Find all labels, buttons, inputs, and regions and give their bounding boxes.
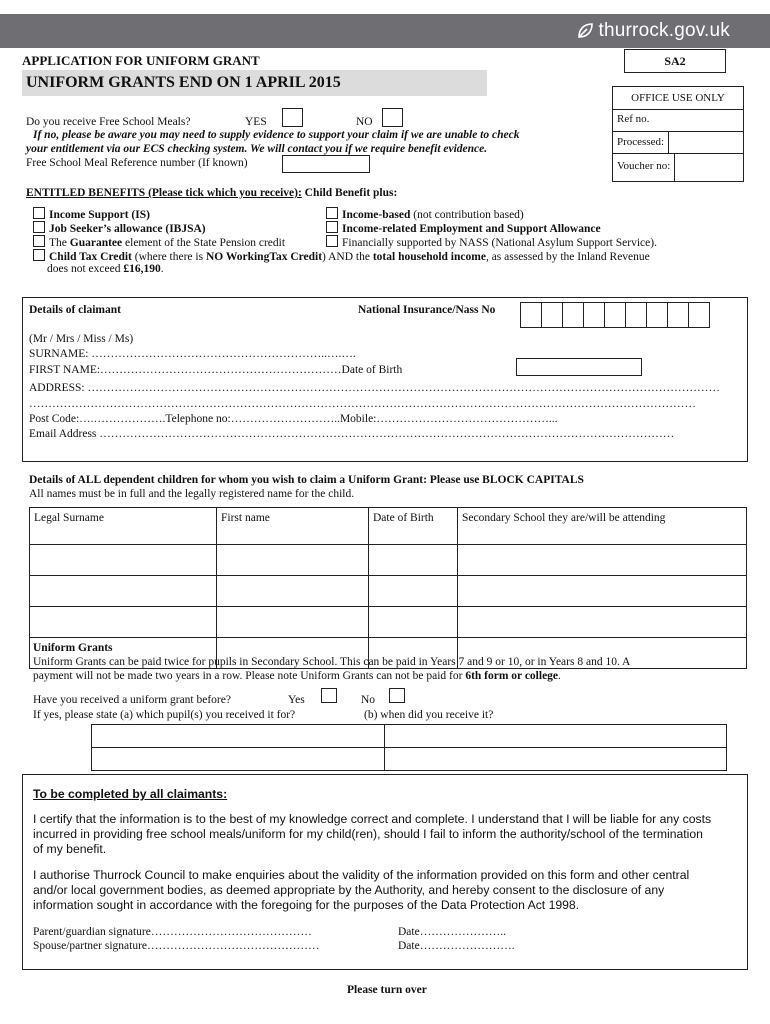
fsm-reference-label: Free School Meal Reference number (If known) (26, 157, 248, 169)
col-school: Secondary School they are/will be attending (458, 508, 747, 545)
prev-grant-no-label: No (361, 694, 376, 706)
ni-cell[interactable] (541, 302, 563, 328)
spouse-signature-field[interactable]: Spouse/partner signature……………………………………… (33, 940, 320, 952)
esa-label: Income-related Employment and Support Allowance (342, 223, 601, 235)
children-note: All names must be in full and the legally registered name for the child. (29, 488, 355, 500)
children-table (29, 507, 747, 669)
prev-grant-no-checkbox[interactable] (389, 688, 405, 703)
office-processed-field (613, 131, 743, 153)
cell[interactable] (217, 607, 369, 638)
ctc-mid1: (where there is (131, 251, 206, 263)
declaration-para1: I certify that the information is to the best of my knowledge correct and complete. I understand that I will be liable for any costs incurred in providing free school meals/uniform for my child(ren), should I fail to inform the authority/school of the termination of my benefit. (33, 812, 712, 856)
prev-grant-table (91, 724, 727, 771)
cell[interactable] (217, 576, 369, 607)
cell[interactable] (30, 545, 217, 576)
ni-cell[interactable] (688, 302, 710, 328)
uniform-text2-bold: 6th form or college (465, 670, 559, 682)
ni-cell[interactable] (667, 302, 689, 328)
contact-line[interactable]: Post Code:….……………….Telephone no:………………………..Mobile:………………………………………... (29, 413, 558, 425)
fsm-warning-line1: If no, please be aware you may need to supply evidence to support your claim if we are unable to check (33, 129, 520, 141)
fsm-yes-label: YES (245, 116, 267, 128)
office-ref-label: Ref no. (617, 113, 650, 125)
uniform-heading: Uniform Grants (33, 642, 113, 654)
col-first-name: First name (217, 508, 369, 545)
income-support-checkbox[interactable] (33, 207, 45, 219)
ctc-bold: Child Tax Credit (49, 251, 132, 263)
cell[interactable] (385, 748, 727, 771)
benefits-heading-text: ENTITLED BENEFITS (Please tick which you receive): (26, 187, 302, 199)
income-based-checkbox[interactable] (326, 207, 338, 219)
ctc-end: , as assessed by the Inland Revenue (485, 251, 650, 263)
fsm-no-label: NO (356, 116, 373, 128)
date-field-1[interactable]: Date………………….. (398, 926, 506, 938)
turn-over-note: Please turn over (347, 984, 427, 996)
when-received-label: (b) when did you receive it? (364, 709, 494, 721)
address-line1[interactable]: ADDRESS: ………………………………………………………………………………………………………………………………………………… (29, 382, 720, 394)
cell[interactable] (92, 725, 385, 748)
cell[interactable] (217, 545, 369, 576)
cell[interactable] (458, 576, 747, 607)
income-based-bold: Income-based (342, 209, 411, 221)
table-row[interactable] (30, 545, 747, 576)
ctc-mid2: ) AND the (322, 251, 373, 263)
cell[interactable] (458, 545, 747, 576)
table-header-row (30, 508, 747, 545)
deadline-banner: UNIFORM GRANTS END ON 1 APRIL 2015 (22, 70, 487, 96)
table-row[interactable] (30, 576, 747, 607)
surname-field[interactable]: SURNAME: ……………………………………………………..….…. (29, 348, 356, 360)
ni-cell[interactable] (520, 302, 542, 328)
office-voucher-field (613, 153, 743, 181)
jsa-checkbox[interactable] (33, 221, 45, 233)
leaf-icon (575, 21, 595, 41)
fsm-question: Do you receive Free School Meals? (26, 116, 191, 128)
date-field-2[interactable]: Date……………………. (398, 940, 515, 952)
prev-grant-yes-label: Yes (288, 694, 305, 706)
benefit-jsa[interactable] (33, 221, 206, 235)
fsm-reference-input[interactable] (282, 155, 370, 173)
ctc-line2-pre: does not exceed (47, 263, 124, 275)
pension-checkbox[interactable] (33, 235, 45, 247)
ctc-bold2: NO WorkingTax Credit (205, 251, 323, 263)
esa-checkbox[interactable] (326, 221, 338, 233)
benefit-income-based[interactable] (326, 207, 524, 221)
table-row[interactable] (92, 748, 727, 771)
table-row[interactable] (92, 725, 727, 748)
form-code: SA2 (624, 49, 726, 73)
benefit-income-support[interactable] (33, 207, 150, 221)
uniform-text2 (33, 670, 561, 682)
uniform-text2-end: . (558, 670, 561, 682)
benefit-pension[interactable] (33, 235, 285, 249)
dob-input[interactable] (516, 358, 642, 376)
cell[interactable] (369, 607, 458, 638)
parent-signature-field[interactable]: Parent/guardian signature…………………………………… (33, 926, 312, 938)
ni-cell[interactable] (604, 302, 626, 328)
cell[interactable] (385, 725, 727, 748)
benefits-heading (26, 187, 397, 199)
office-ref-field (613, 109, 743, 131)
jsa-label: Job Seeker’s allowance (IBJSA) (49, 223, 206, 235)
ni-cell[interactable] (646, 302, 668, 328)
uniform-text1: Uniform Grants can be paid twice for pupils in Secondary School. This can be paid in Years 7 and 9 or 10, or in Years 8 and 10. A (33, 656, 631, 668)
pension-pre: The (49, 237, 70, 249)
benefit-nass[interactable] (326, 235, 657, 249)
cell[interactable] (30, 576, 217, 607)
fsm-no-checkbox[interactable] (382, 108, 403, 127)
table-row[interactable] (30, 607, 747, 638)
ni-label: National Insurance/Nass No (358, 304, 496, 316)
claimant-heading: Details of claimant (29, 304, 121, 316)
email-field[interactable]: Email Address …………………………………………………………………………………………………………………………………… (29, 428, 675, 440)
office-use-title: OFFICE USE ONLY (631, 92, 725, 104)
office-processed-label: Processed: (613, 132, 669, 153)
nass-label: Financially supported by NASS (National Asylum Support Service). (342, 237, 657, 249)
office-use-box (612, 86, 744, 182)
cell[interactable] (30, 607, 217, 638)
title-options: (Mr / Mrs / Miss / Ms) (29, 333, 134, 345)
benefit-ctc[interactable] (33, 249, 650, 263)
pension-bold: Guarantee (69, 237, 123, 249)
which-pupil-label: If yes, please state (a) which pupil(s) you received it for? (33, 709, 296, 721)
declaration-para2: I authorise Thurrock Council to make enquiries about the validity of the information provided on this form and other central and/or local government bodies, as deemed appropriate by the Authority, and hereby consent to the disclosure of any information sought in accordance with the foregoing for the purposes of the Data Protection Act 1998. (33, 868, 690, 912)
ctc-checkbox[interactable] (33, 249, 45, 261)
col-dob: Date of Birth (369, 508, 458, 545)
fsm-warning-line2: your entitlement via our ECS checking system. We will contact you if we require benefit evidence. (26, 143, 488, 155)
nass-checkbox[interactable] (326, 235, 338, 247)
ctc-line2-end: . (160, 263, 164, 275)
prev-grant-question: Have you received a uniform grant before? (33, 694, 231, 706)
fsm-yes-checkbox[interactable] (282, 108, 303, 127)
uniform-text2-pre: payment will not be made two years in a row. Please note Uniform Grants can not be paid for (33, 670, 466, 682)
ni-input-cells[interactable] (521, 302, 710, 328)
prev-grant-yes-checkbox[interactable] (321, 688, 337, 703)
cell[interactable] (369, 576, 458, 607)
ni-cell[interactable] (625, 302, 647, 328)
ctc-line2 (47, 263, 164, 275)
cell[interactable] (458, 607, 747, 638)
ni-cell[interactable] (562, 302, 584, 328)
declaration-heading: To be completed by all claimants: (33, 787, 228, 801)
col-legal-surname: Legal Surname (30, 508, 217, 545)
office-voucher-label: Voucher no: (613, 154, 675, 181)
logo-text: thurrock.gov.uk (598, 20, 730, 41)
children-heading: Details of ALL dependent children for whom you wish to claim a Uniform Grant: Please use BLOCK CAPITALS (29, 474, 584, 486)
income-based-rest: (not contribution based) (410, 209, 524, 221)
benefits-heading-suffix: Child Benefit plus: (301, 187, 398, 199)
first-name-field[interactable]: FIRST NAME:………………………………………………………Date of Birth (29, 364, 403, 376)
cell[interactable] (92, 748, 385, 771)
pension-post: element of the State Pension credit (122, 237, 286, 249)
ctc-bold3: total household income (372, 251, 486, 263)
benefit-esa[interactable] (326, 221, 601, 235)
address-line2[interactable]: ………………………………………………………………………………………………………………………………………………………… (29, 398, 696, 410)
council-logo (575, 20, 730, 42)
income-support-label: Income Support (IS) (49, 209, 150, 221)
ni-cell[interactable] (583, 302, 605, 328)
cell[interactable] (369, 545, 458, 576)
form-title: APPLICATION FOR UNIFORM GRANT (22, 53, 260, 68)
ctc-line2-bold: £16,190 (123, 263, 161, 275)
